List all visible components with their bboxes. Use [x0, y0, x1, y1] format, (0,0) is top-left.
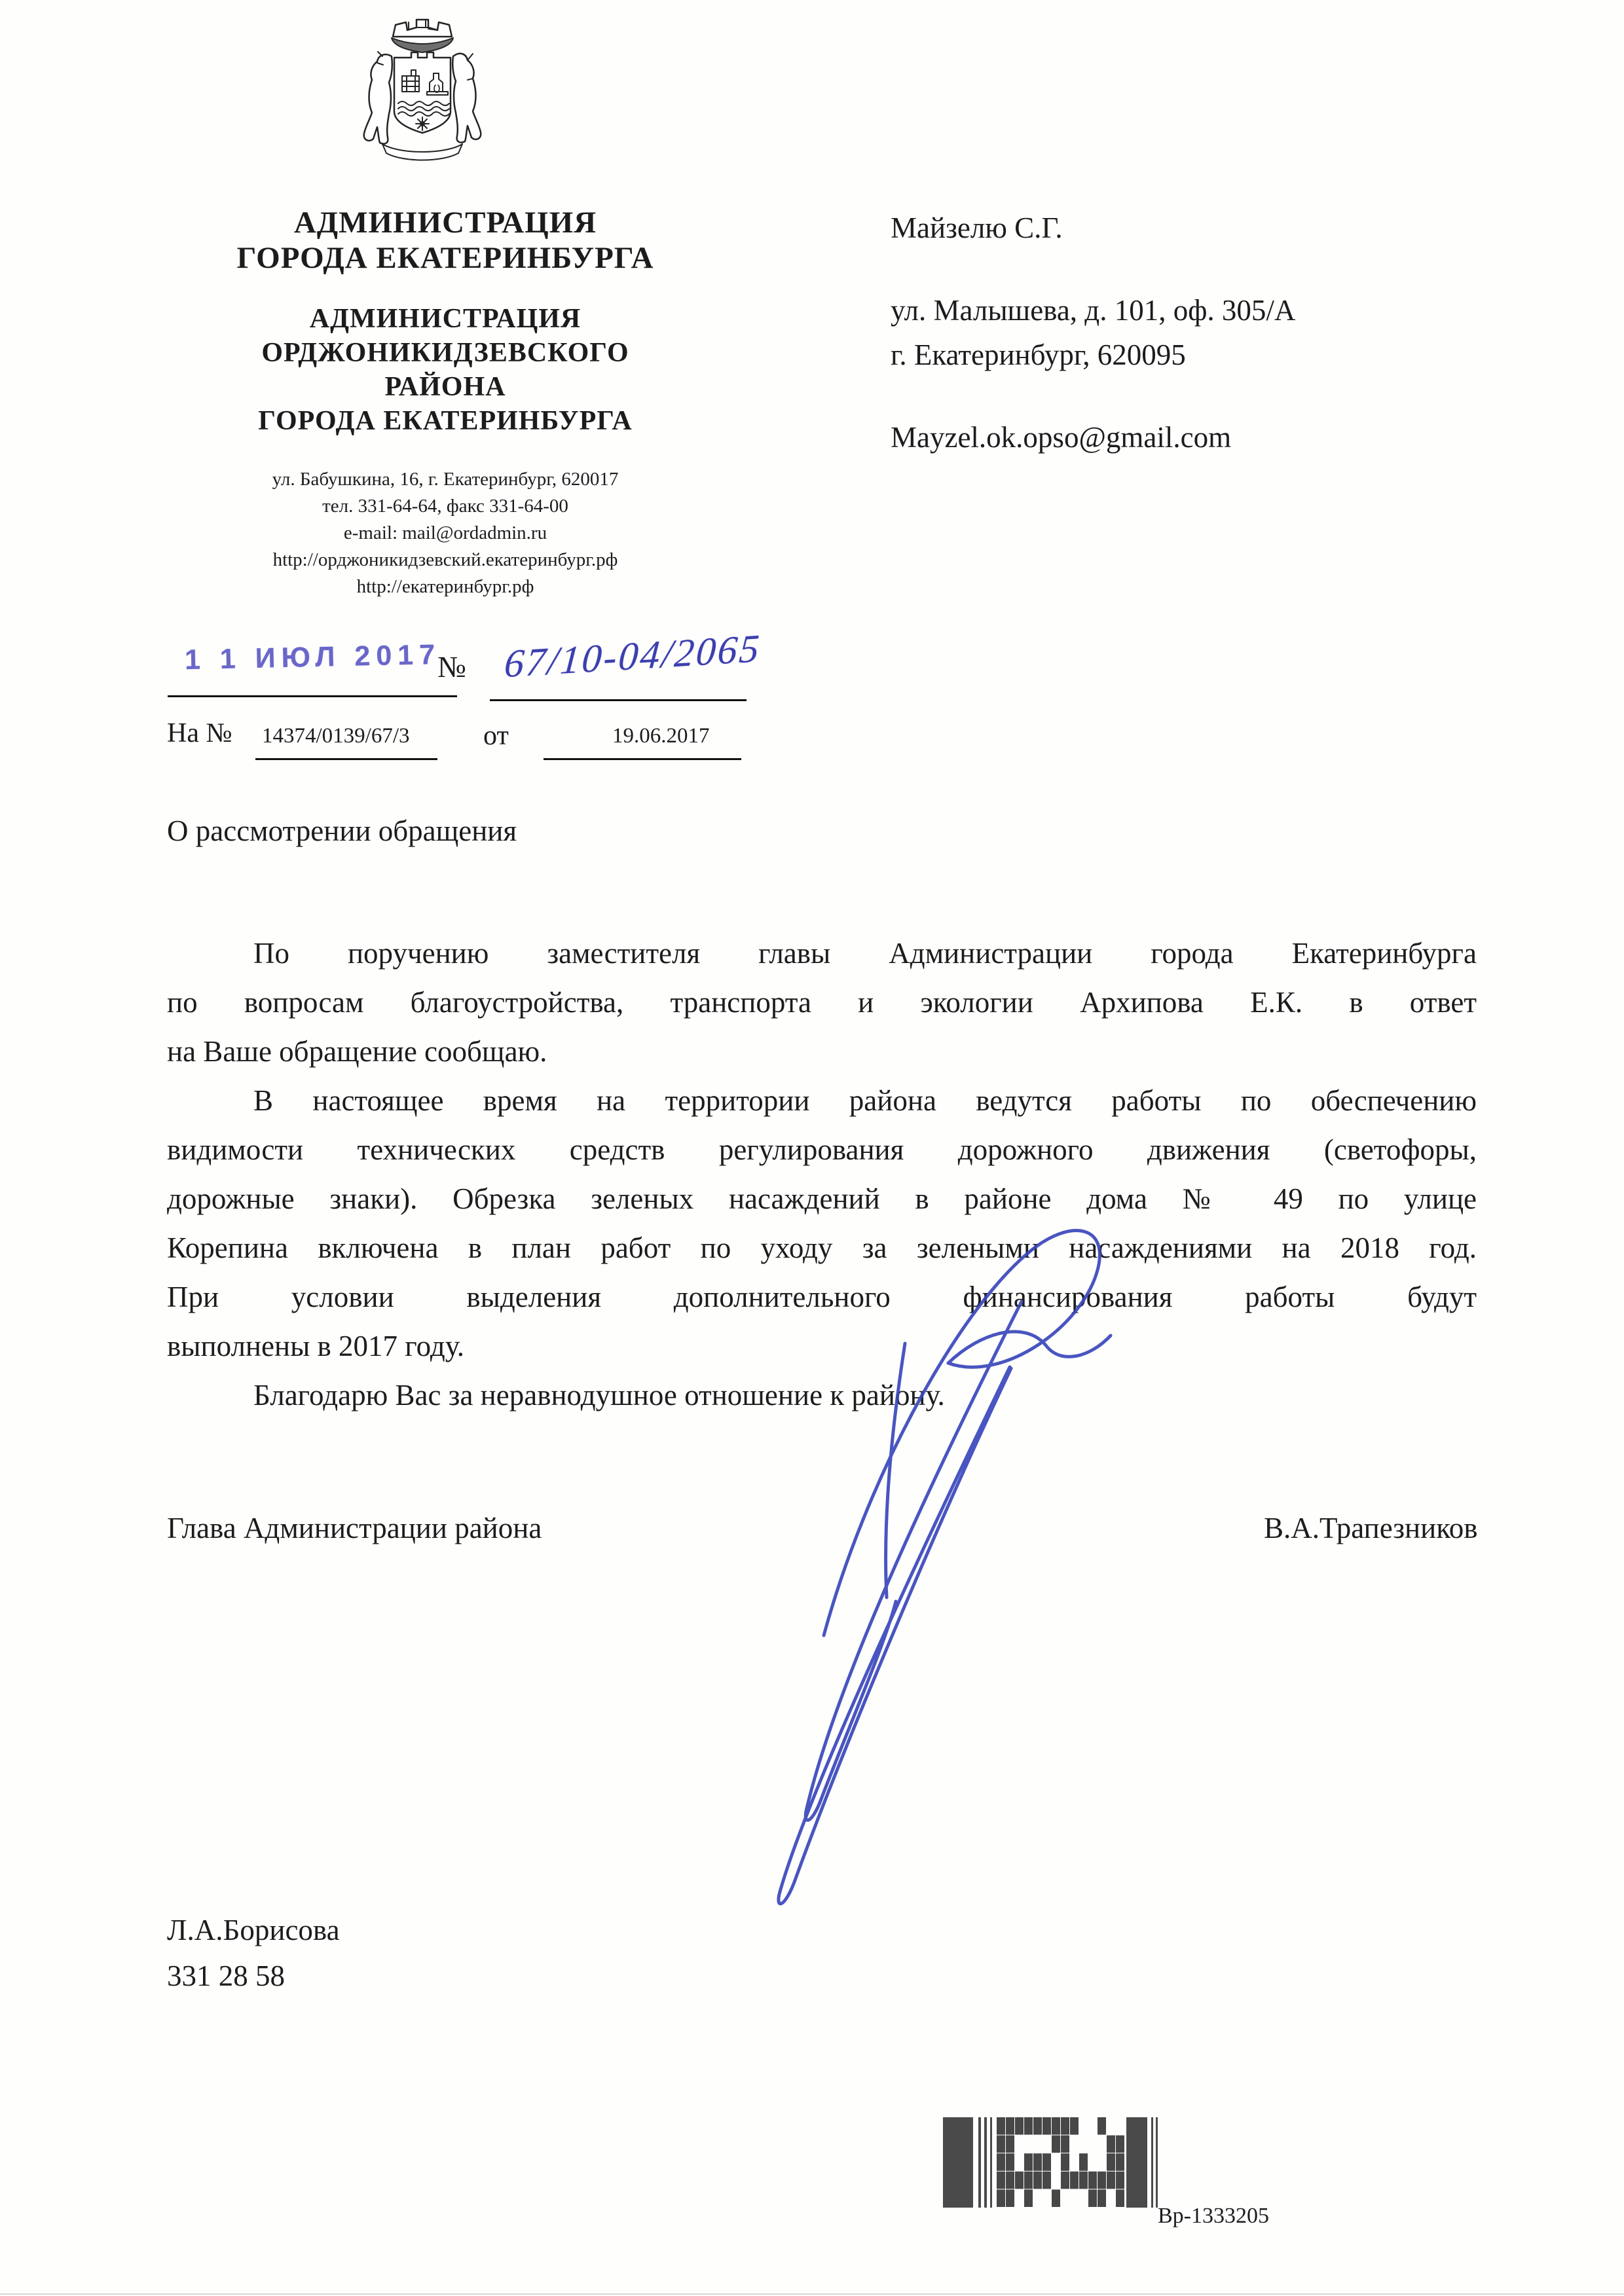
incoming-date-underline — [544, 758, 741, 760]
org-name-district-line3: РАЙОНА — [384, 372, 506, 402]
outgoing-number-underline — [490, 699, 747, 701]
body-line: по вопросам благоустройства, транспорта и экологии Архипова Е.К. в ответ — [167, 986, 1477, 1019]
body-line: По поручению заместителя главы Администрации города Екатеринбурга — [253, 937, 1477, 970]
incoming-ref-label: На № — [167, 718, 232, 748]
body-line: Благодарю Вас за неравнодушное отношение к району. — [253, 1379, 945, 1412]
body-line: выполнены в 2017 году. — [167, 1330, 464, 1362]
body-line: видимости технических средств регулирования дорожного движения (светофоры, — [167, 1133, 1477, 1166]
recipient-name: Майзелю С.Г. — [891, 211, 1063, 244]
incoming-date-stamp: 1 1 ИЮЛ 2017 — [184, 638, 441, 676]
executor-phone: 331 28 58 — [167, 1959, 285, 1992]
recipient-email: Mayzel.ok.opso@gmail.com — [891, 421, 1232, 454]
coat-of-arms-icon — [354, 14, 491, 168]
body-line: на Ваше обращение сообщаю. — [167, 1035, 547, 1068]
incoming-ref-date: 19.06.2017 — [612, 724, 710, 748]
body-line: Корепина включена в план работ по уходу за зелеными насаждениями на 2018 год. — [167, 1231, 1477, 1264]
barcode-label: Вр-1333205 — [1158, 2204, 1269, 2228]
incoming-number-underline — [255, 758, 437, 760]
signer-name: В.А.Трапезников — [1264, 1512, 1478, 1544]
org-site-district: http://орджоникидзевский.екатеринбург.рф — [272, 549, 618, 570]
org-site-city: http://екатеринбург.рф — [356, 576, 534, 597]
org-name-district-line2: ОРДЖОНИКИДЗЕВСКОГО — [261, 338, 629, 368]
subject-line: О рассмотрении обращения — [167, 814, 517, 847]
number-sign: № — [437, 650, 466, 683]
outgoing-number-handwritten: 67/10-04/2065 — [502, 626, 763, 686]
org-address: ул. Бабушкина, 16, г. Екатеринбург, 620017 — [272, 469, 619, 490]
barcode — [942, 2116, 1158, 2209]
recipient-address-line2: г. Екатеринбург, 620095 — [891, 338, 1186, 371]
stamp-underline — [168, 695, 457, 697]
from-label: от — [483, 721, 509, 751]
org-phone-fax: тел. 331-64-64, факс 331-64-00 — [322, 496, 568, 517]
recipient-address-line1: ул. Малышева, д. 101, оф. 305/А — [891, 294, 1296, 327]
org-name-district-line4: ГОРОДА ЕКАТЕРИНБУРГА — [258, 406, 633, 436]
org-name-city-line2: ГОРОДА ЕКАТЕРИНБУРГА — [236, 241, 654, 275]
body-line: дорожные знаки). Обрезка зеленых насаждений в районе дома № 49 по улице — [167, 1182, 1477, 1215]
org-name-city-line1: АДМИНИСТРАЦИЯ — [293, 206, 597, 240]
executor-name: Л.А.Борисова — [167, 1914, 340, 1946]
body-line: При условии выделения дополнительного финансирования работы будут — [167, 1281, 1477, 1313]
body-line: В настоящее время на территории района ведутся работы по обеспечению — [253, 1084, 1477, 1117]
scan-edge-artifact — [0, 2293, 1624, 2295]
signer-position: Глава Администрации района — [167, 1512, 542, 1544]
org-name-district-line1: АДМИНИСТРАЦИЯ — [309, 304, 581, 334]
incoming-ref-number: 14374/0139/67/3 — [262, 724, 410, 748]
org-email: e-mail: mail@ordadmin.ru — [343, 522, 547, 543]
